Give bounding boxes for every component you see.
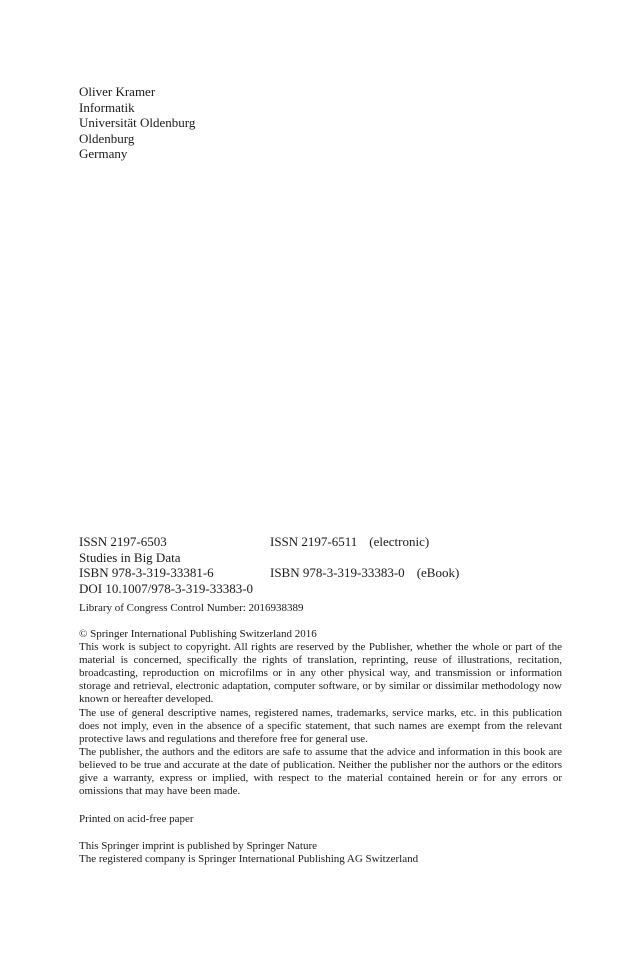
disclaimer-paragraph: The publisher, the authors and the editors are safe to assume that the advice and information in this book are believed to be true and accurate at the date of publication. Neither the publisher nor the authors or the editors give a warranty, express or implied, with respect to the material contained herein or for any errors or omissions that may have been made. [79,745,562,798]
issn-electronic: ISSN 2197-6511 [270,534,358,549]
isbn-print: ISBN 978-3-319-33381-6 [79,565,214,580]
issn-print: ISSN 2197-6503 [79,534,167,549]
author-city: Oldenburg [79,130,135,146]
series-row [79,550,559,566]
copyright-paragraph: This work is subject to copyright. All rights are reserved by the Publisher, whether the whole or part of the material is concerned, specifically the rights of translation, reprinting, reuse of illustrations, recitation, broadcasting, reproduction on microfilms or in any other physical way, and transmission or information storage and retrieval, electronic adaptation, computer software, or by similar or dissimilar methodology now known or hereafter developed. [79,641,562,706]
issn-row [79,534,559,550]
issn-electronic-note: (electronic) [369,534,430,549]
doi: DOI 10.1007/978-3-319-33383-0 [79,580,254,596]
author-country: Germany [79,146,128,161]
author-university: Universität Oldenburg [79,115,196,130]
identifiers-block [79,534,559,596]
copyright-line: © Springer International Publishing Switzerland 2016 [79,628,317,640]
isbn-row [79,565,559,581]
trademark-paragraph: The use of general descriptive names, registered names, trademarks, service marks, etc. in this publication does not imply, even in the absence of a specific statement, that such names are exempt from the relevant protective laws and regulations and therefore free for general use. [79,706,562,745]
lccn: Library of Congress Control Number: 2016938389 [79,602,304,614]
registered-company-line: The registered company is Springer International Publishing AG Switzerland [79,853,419,866]
copyright-block [79,628,562,798]
author-department: Informatik [79,99,135,115]
author-address [79,84,195,162]
isbn-ebook-note: (eBook) [416,565,460,580]
imprint-line: This Springer imprint is published by Springer Nature [79,840,317,852]
doi-row [79,581,559,597]
imprint-block [79,840,418,866]
author-name: Oliver Kramer [79,84,156,99]
series-title: Studies in Big Data [79,549,181,565]
printed-note: Printed on acid-free paper [79,813,194,825]
isbn-ebook: ISBN 978-3-319-33383-0 [270,565,405,580]
